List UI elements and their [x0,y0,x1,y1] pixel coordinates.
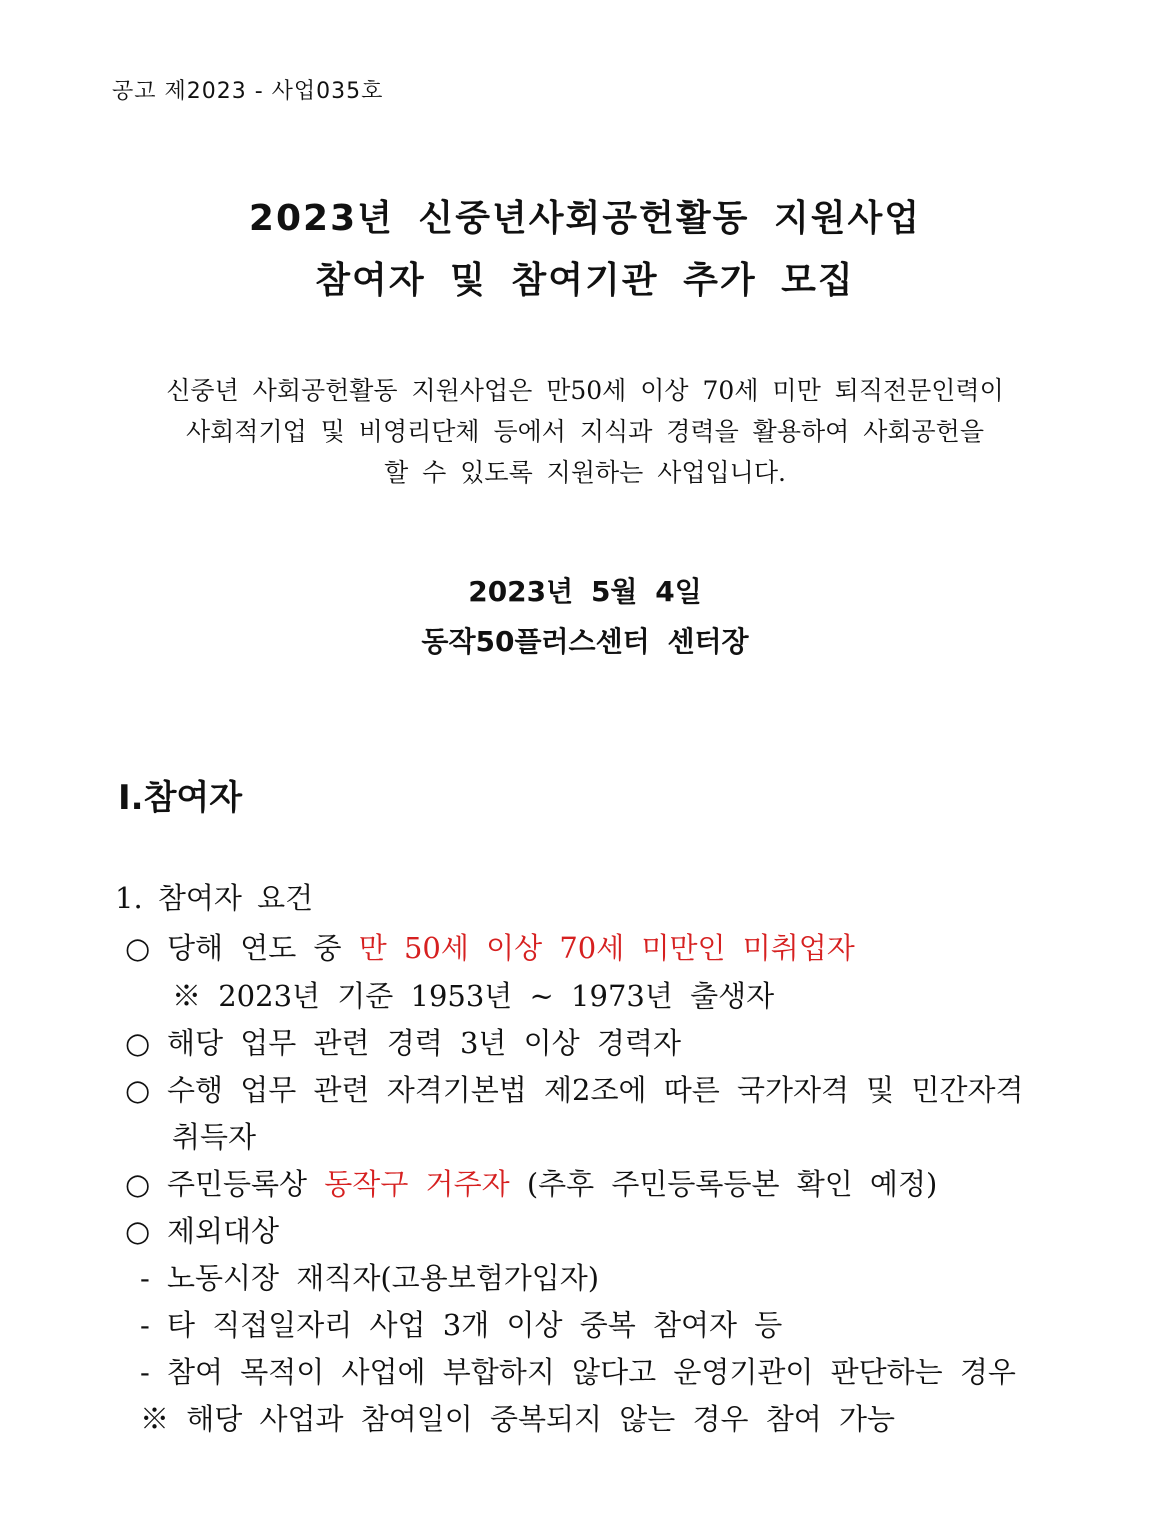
bullet-circle: ○ [125,1214,151,1248]
bullet-circle: ○ [125,1167,151,1201]
requirement-age-prefix: 당해 연도 중 [167,931,359,965]
requirement-license [125,1068,1024,1109]
exclusion-heading [125,1209,279,1250]
requirement-career [125,1021,681,1062]
requirement-license-continued: 취득자 [172,1120,257,1154]
notice-number: 공고 제2023 - 사업035호 [112,79,384,104]
document-title-line-1: 2023년 신중년사회공헌활동 지원사업 [248,198,922,239]
section-heading: Ⅰ.참여자 [118,778,243,818]
requirement-career-text: 해당 업무 관련 경력 3년 이상 경력자 [167,1026,681,1060]
exclusion-item-1: - 노동시장 재직자(고용보험가입자) [140,1261,600,1295]
intro-paragraph [0,370,1170,493]
bullet-circle: ○ [125,1073,151,1107]
birth-year-note: ※ 2023년 기준 1953년 ~ 1973년 출생자 [172,979,775,1013]
intro-line-2: 사회적기업 및 비영리단체 등에서 지식과 경력을 활용하여 사회공헌을 [186,417,984,446]
exclusion-item-3: - 참여 목적이 사업에 부합하지 않다고 운영기관이 판단하는 경우 [140,1355,1016,1389]
intro-line-1: 신중년 사회공헌활동 지원사업은 만50세 이상 70세 미만 퇴직전문인력이 [166,376,1004,405]
exclusion-heading-text: 제외대상 [167,1214,280,1248]
subsection-heading: 1. 참여자 요건 [115,881,314,915]
exclusion-item-2: - 타 직접일자리 사업 3개 이상 중복 참여자 등 [140,1308,783,1342]
requirement-license-text: 수행 업무 관련 자격기본법 제2조에 따른 국가자격 및 민간자격 [167,1073,1024,1107]
announcement-date: 2023년 5월 4일 [468,575,702,608]
final-note: ※ 해당 사업과 참여일이 중복되지 않는 경우 참여 가능 [140,1402,896,1436]
bullet-circle: ○ [125,931,151,965]
requirement-residence-prefix: 주민등록상 [167,1167,325,1201]
intro-line-3: 할 수 있도록 지원하는 사업입니다. [384,458,786,487]
requirement-age [125,926,855,967]
requirement-age-highlight: 만 50세 이상 70세 미만인 미취업자 [358,931,855,965]
requirement-residence-suffix: (추후 주민등록등본 확인 예정) [509,1167,938,1201]
bullet-circle: ○ [125,1026,151,1060]
document-title-line-2: 참여자 및 참여기관 추가 모집 [315,260,855,301]
issuer-name: 동작50플러스센터 센터장 [421,625,749,658]
requirement-residence [125,1162,937,1203]
requirement-residence-highlight: 동작구 거주자 [324,1167,510,1201]
